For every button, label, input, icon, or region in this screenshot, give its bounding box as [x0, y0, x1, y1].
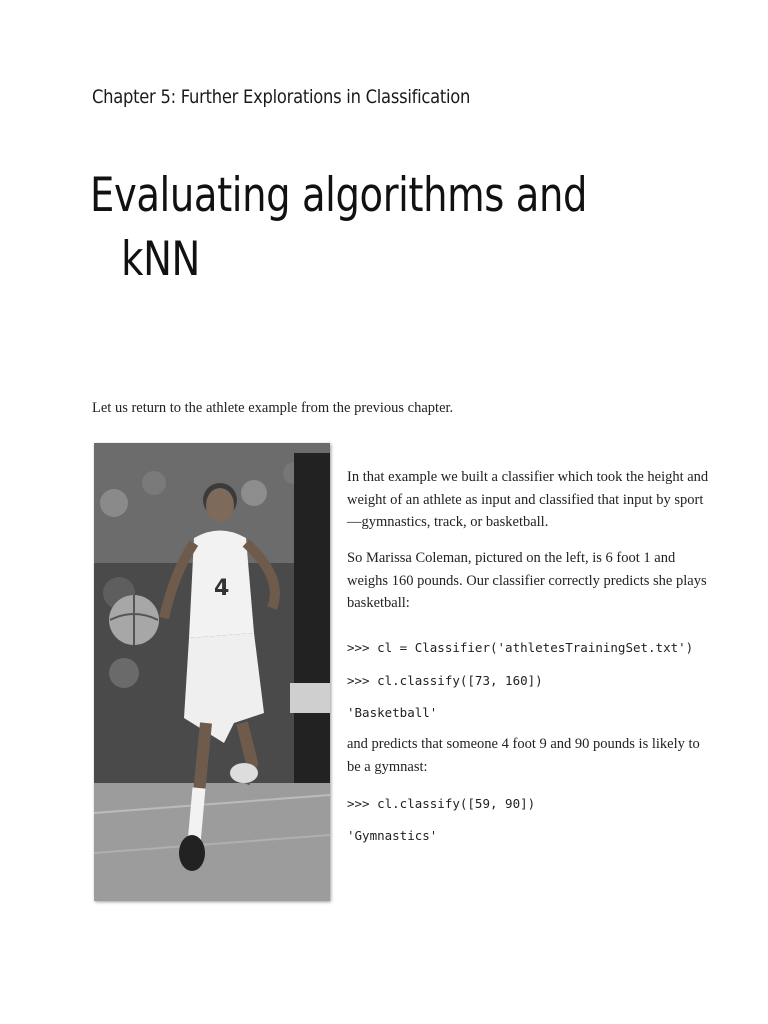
athlete-photo: [94, 443, 330, 901]
title-line-1: Evaluating algorithms and: [90, 168, 588, 223]
jersey-number: 4: [214, 576, 230, 601]
paragraph-1: In that example we built a classifier which took the height and weight of an athlete as input and classified that input by sport—gymnastics, track, or basketball.: [347, 469, 709, 530]
title-line-2: kNN: [121, 232, 200, 287]
page-title: [90, 164, 587, 292]
paragraph-2: So Marissa Coleman, pictured on the left, is 6 foot 1 and weighs 160 pounds. Our classifier correctly predicts she plays basketball:: [347, 550, 707, 611]
code-line-3: >>> cl.classify([59, 90]): [347, 796, 536, 811]
basketball-player-photo-icon: [94, 443, 330, 901]
code-line-2: >>> cl.classify([73, 160]): [347, 673, 543, 688]
paragraph-3: and predicts that someone 4 foot 9 and 90 pounds is likely to be a gymnast:: [347, 736, 700, 775]
intro-text: Let us return to the athlete example from the previous chapter.: [92, 400, 454, 416]
code-output-2: 'Gymnastics': [347, 828, 438, 843]
code-line-1: >>> cl = Classifier('athletesTrainingSet.txt'): [347, 640, 694, 655]
code-output-1: 'Basketball': [347, 705, 438, 720]
chapter-heading: Chapter 5: Further Explorations in Classification: [92, 86, 471, 108]
